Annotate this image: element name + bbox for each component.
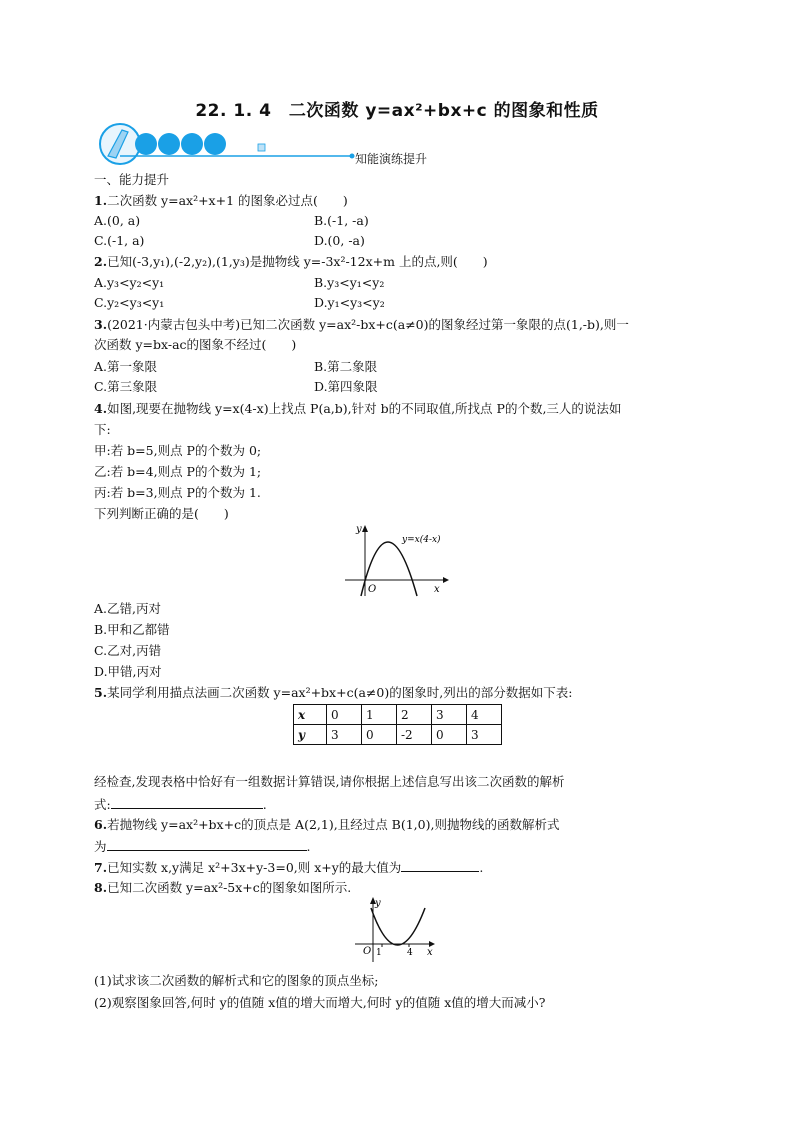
origin-label: O [368, 584, 377, 595]
option-a: A.第一象限 [94, 359, 158, 374]
question-stem: 二次函数 y=ax²+x+1 的图象必过点( ) [107, 193, 348, 208]
question-number: 7. [94, 860, 108, 875]
question-stem-cont: 下: [94, 422, 111, 437]
question-stem: 某同学利用描点法画二次函数 y=ax²+bx+c(a≠0)的图象时,列出的部分数据如下表: [107, 685, 573, 700]
question-number: 4. [94, 401, 108, 416]
banner-dot [158, 133, 180, 155]
option-row [94, 378, 378, 396]
question-number: 5. [94, 685, 108, 700]
page-title: 22. 1. 4 二次函数 y=ax²+bx+c 的图象和性质 [195, 101, 599, 121]
question-3 [94, 316, 629, 334]
question-number: 6. [94, 817, 108, 832]
y-axis-label: y [375, 898, 381, 909]
question-number: 2. [94, 254, 108, 269]
question-number: 8. [94, 880, 108, 895]
banner-dot [204, 133, 226, 155]
table-header-y: y [294, 725, 327, 745]
question-number: 3. [94, 317, 108, 332]
option-a: A.(0, a) [94, 213, 141, 228]
section-heading: 一、能力提升 [94, 172, 170, 187]
table-cell: 0 [432, 725, 467, 745]
question-stem: 已知实数 x,y满足 x²+3x+y-3=0,则 x+y的最大值为 [107, 860, 402, 875]
option-c: C.第三象限 [94, 379, 158, 394]
question-ask: 下列判断正确的是( ) [94, 506, 229, 521]
question-5-after: 经检查,发现表格中恰好有一组数据计算错误,请你根据上述信息写出该二次函数的解析 [94, 774, 565, 789]
answer-blank[interactable] [111, 795, 263, 809]
answer-prefix: 式: [94, 797, 111, 812]
option-c: C.(-1, a) [94, 233, 145, 248]
table-row-y [294, 725, 502, 745]
x-axis-label: x [434, 584, 440, 595]
answer-blank[interactable] [401, 858, 479, 872]
question-4 [94, 400, 621, 418]
table-cell: 0 [327, 705, 362, 725]
option-d: D.(0, -a) [314, 233, 365, 248]
statement-yi: 乙:若 b=4,则点 P的个数为 1; [94, 464, 262, 479]
banner-dot [135, 133, 157, 155]
option-b: B.甲和乙都错 [94, 622, 170, 637]
option-b: B.y₃<y₁<y₂ [314, 275, 385, 290]
statement-bing: 丙:若 b=3,则点 P的个数为 1. [94, 485, 261, 500]
question-stem: 已知二次函数 y=ax²-5x+c的图象如图所示. [107, 880, 352, 895]
parabola-graph [345, 520, 455, 598]
tick-label-4: 4 [407, 948, 413, 958]
question-stem-cont: 次函数 y=bx-ac的图象不经过( ) [94, 337, 297, 352]
table-header-x: x [294, 705, 327, 725]
question-6 [94, 816, 559, 834]
option-c: C.乙对,丙错 [94, 643, 162, 658]
parabola-curve [371, 908, 425, 945]
table-cell: 3 [432, 705, 467, 725]
banner-dot [181, 133, 203, 155]
table-cell: -2 [397, 725, 432, 745]
question-stem: 已知(-3,y₁),(-2,y₂),(1,y₃)是抛物线 y=-3x²-12x+m 上的点,则( ) [107, 254, 488, 269]
option-d: D.甲错,丙对 [94, 664, 162, 679]
question-5 [94, 684, 572, 702]
tick-label-1: 1 [376, 948, 382, 958]
question-2 [94, 253, 488, 271]
table-cell: 2 [397, 705, 432, 725]
question-7: 7.已知实数 x,y满足 x²+3x+y-3=0,则 x+y的最大值为 . [94, 860, 484, 875]
answer-prefix: 为 [94, 839, 107, 854]
table-cell: 3 [467, 725, 502, 745]
option-row [94, 358, 378, 376]
table-cell: 1 [362, 705, 397, 725]
x-axis-arrow [443, 577, 449, 583]
origin-label: O [363, 946, 372, 957]
parabola-graph-2 [355, 894, 445, 966]
option-b: B.(-1, -a) [314, 213, 369, 228]
table-row-x [294, 705, 502, 725]
option-row [94, 232, 365, 250]
sub-question-2: (2)观察图象回答,何时 y的值随 x值的增大而增大,何时 y的值随 x值的增大而减小? [94, 995, 546, 1010]
y-axis-arrow [362, 525, 368, 532]
option-b: B.第二象限 [314, 359, 378, 374]
banner-bullet [350, 154, 355, 159]
statement-jia: 甲:若 b=5,则点 P的个数为 0; [94, 443, 262, 458]
question-1 [94, 192, 348, 210]
option-a: A.乙错,丙对 [94, 601, 161, 616]
question-stem: 如图,现要在抛物线 y=x(4-x)上找点 P(a,b),针对 b的不同取值,所找点 P的个数,三人的说法如 [107, 401, 622, 416]
option-a: A.y₃<y₂<y₁ [94, 275, 165, 290]
answer-line: 为 . [94, 839, 311, 854]
option-d: D.第四象限 [314, 379, 378, 394]
question-stem: 若抛物线 y=ax²+bx+c的顶点是 A(2,1),且经过点 B(1,0),则抛物线的函数解析式 [107, 817, 560, 832]
option-d: D.y₁<y₃<y₂ [314, 295, 385, 310]
question-number: 1. [94, 193, 108, 208]
banner-label: 知能演练提升 [355, 152, 428, 166]
option-row [94, 294, 385, 312]
answer-line: 式: . [94, 797, 267, 812]
option-c: C.y₂<y₃<y₁ [94, 295, 165, 310]
table-cell: 3 [327, 725, 362, 745]
table-cell: 0 [362, 725, 397, 745]
sub-question-1: (1)试求该二次函数的解析式和它的图象的顶点坐标; [94, 973, 379, 988]
x-axis-label: x [427, 947, 433, 958]
data-table [293, 704, 502, 745]
square-icon [258, 144, 265, 151]
curve-label: y=x(4-x) [402, 535, 441, 545]
option-row [94, 212, 369, 230]
y-axis-label: y [356, 524, 362, 535]
option-row [94, 274, 385, 292]
question-8 [94, 879, 351, 897]
table-cell: 4 [467, 705, 502, 725]
answer-blank[interactable] [107, 837, 307, 851]
question-stem: (2021·内蒙古包头中考)已知二次函数 y=ax²-bx+c(a≠0)的图象经过第一象限的点(1,-b),则一 [107, 317, 629, 332]
